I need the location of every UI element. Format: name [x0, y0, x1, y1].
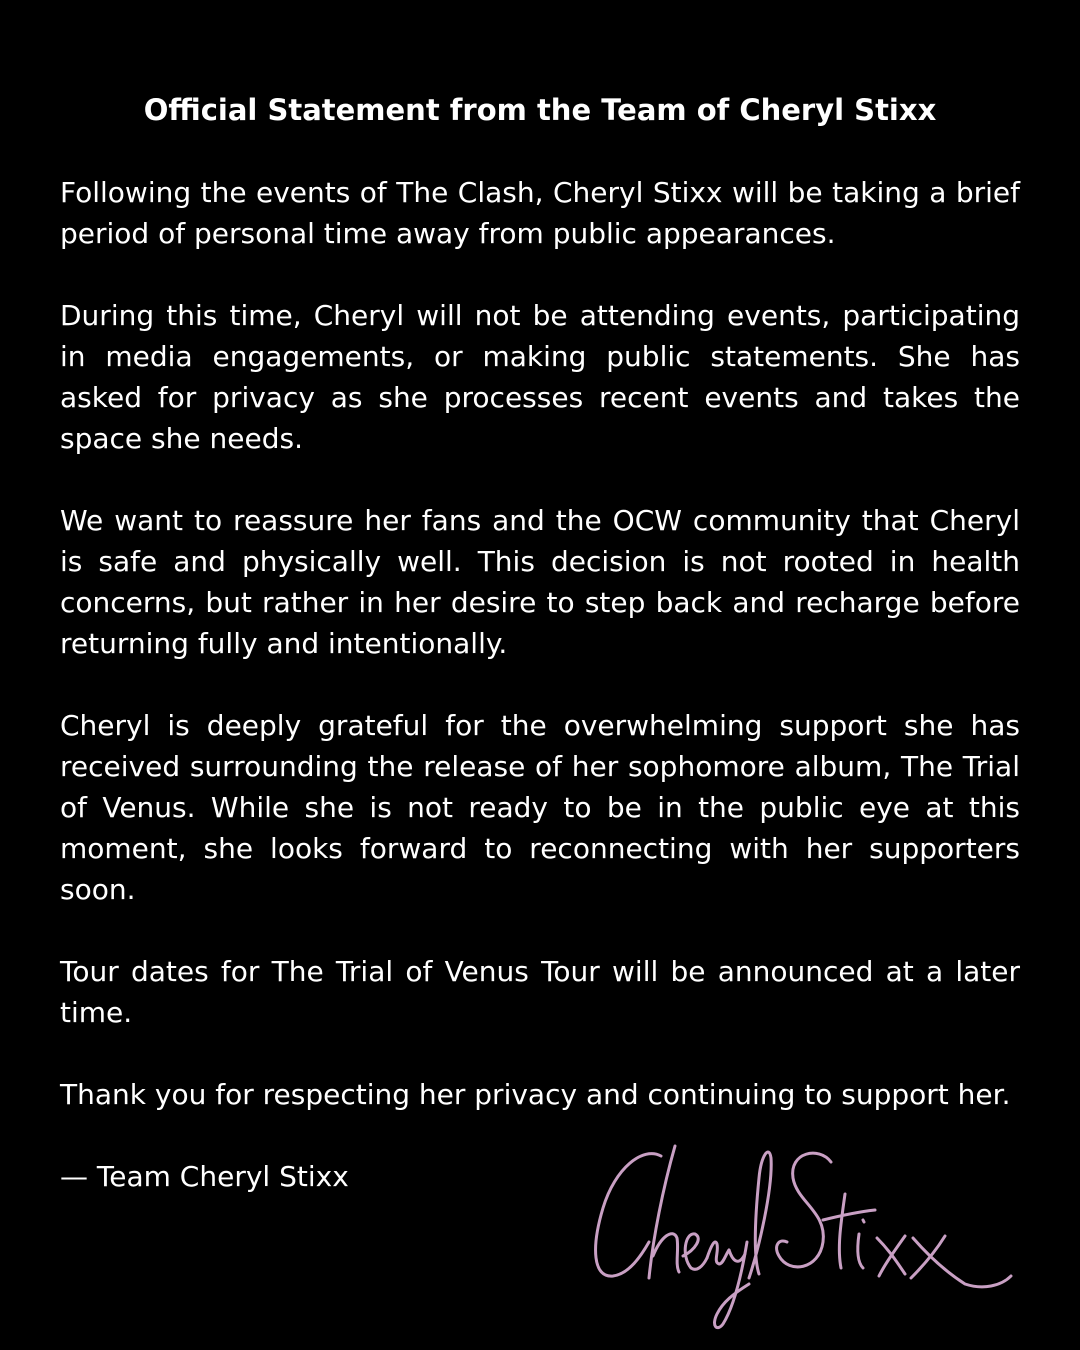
- statement-paragraph: Following the events of The Clash, Cheryl Stixx will be taking a brief period of personal time away from public appearances.: [60, 176, 1020, 250]
- statement-paragraph: We want to reassure her fans and the OCW community that Cheryl is safe and physically well. This decision is not rooted in health concerns, but rather in her desire to step back and recharge before returning fully and intentionally.: [60, 504, 1020, 660]
- statement-paragraph: Cheryl is deeply grateful for the overwhelming support she has received surrounding the release of her sophomore album, The Trial of Venus. While she is not ready to be in the public eye at this moment, she looks forward to reconnecting with her supporters soon.: [60, 709, 1020, 906]
- statement-title: Official Statement from the Team of Cheryl Stixx: [143, 93, 937, 127]
- statement-paragraph: During this time, Cheryl will not be attending events, participating in media engagements, or making public statements. She has asked for privacy as she processes recent events and takes the space she needs.: [60, 299, 1020, 455]
- statement-paragraph: Thank you for respecting her privacy and continuing to support her.: [60, 1078, 1011, 1111]
- statement-signoff: — Team Cheryl Stixx: [60, 1160, 349, 1193]
- statement-paragraph: Tour dates for The Trial of Venus Tour will be announced at a later time.: [60, 955, 1020, 1029]
- handwritten-signature: [583, 1138, 1023, 1338]
- statement-document: [60, 88, 1020, 1197]
